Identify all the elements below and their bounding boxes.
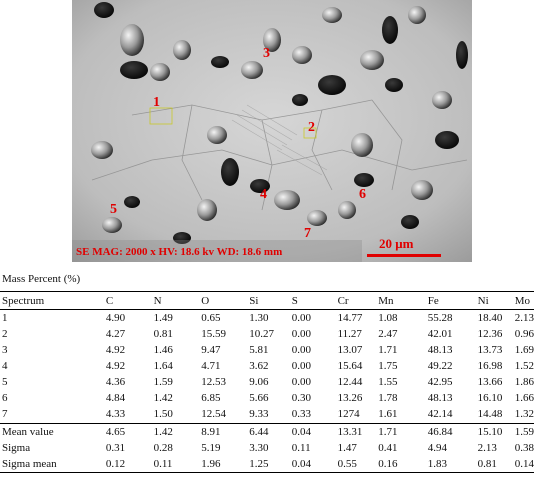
table-cell: 4.36 — [105, 376, 126, 388]
table-cell: 6.44 — [249, 424, 292, 441]
table-cell: 13.66 — [477, 376, 503, 388]
table-cell: 2.47 — [378, 328, 398, 340]
table-cell: 11.27 — [337, 328, 362, 340]
table-row — [0, 342, 534, 358]
table-cell: 4.33 — [105, 408, 126, 420]
table-cell: 3.62 — [249, 360, 269, 372]
marker-7: 7 — [304, 226, 311, 241]
sem-caption: SE MAG: 2000 x HV: 18.6 kv WD: 18.6 mm — [76, 246, 283, 258]
table-cell: 46.84 — [428, 424, 478, 441]
table-cell: 1.47 — [337, 442, 357, 454]
table-cell: 6.85 — [201, 392, 221, 404]
table-row — [0, 406, 534, 424]
table-cell: 12.53 — [201, 376, 226, 388]
column-header-spectrum: Spectrum — [0, 292, 106, 310]
column-header-ni: Ni — [478, 292, 515, 310]
table-cell: 13.73 — [477, 344, 503, 356]
table-cell: 15.59 — [201, 328, 226, 340]
table-cell: 1.59 — [153, 376, 173, 388]
table-cell: 1.32 — [514, 408, 534, 420]
table-cell: 55.28 — [427, 312, 453, 324]
table-cell: 1.25 — [249, 456, 292, 473]
row-label: 3 — [2, 344, 8, 356]
table-cell: 16.98 — [477, 360, 503, 372]
column-header-si: Si — [249, 292, 292, 310]
table-cell: 0.11 — [154, 456, 202, 473]
table-cell: 1274 — [337, 408, 360, 420]
table-cell: 1.64 — [153, 360, 173, 372]
row-label: 6 — [2, 392, 8, 404]
row-label: Sigma — [2, 442, 31, 454]
table-cell: 15.10 — [478, 424, 515, 441]
table-cell: 0.16 — [378, 456, 428, 473]
table-row — [0, 390, 534, 406]
table-cell: 2.13 — [477, 442, 497, 454]
table-cell: 5.19 — [201, 442, 221, 454]
marker-3: 3 — [263, 46, 270, 61]
table-cell: 1.59 — [515, 424, 534, 441]
table-cell: 1.42 — [154, 424, 202, 441]
marker-2: 2 — [308, 120, 315, 135]
table-cell: 1.42 — [153, 392, 173, 404]
table-cell: 13.31 — [338, 424, 379, 441]
table-cell: 0.81 — [153, 328, 173, 340]
table-cell: 1.71 — [378, 424, 428, 441]
table-cell: 1.71 — [378, 344, 398, 356]
column-header-mo: Mo — [515, 292, 534, 310]
table-cell: 1.69 — [514, 344, 534, 356]
table-cell: 14.77 — [337, 312, 363, 324]
table-cell: 1.49 — [153, 312, 173, 324]
table-cell: 0.00 — [291, 376, 312, 388]
table-cell: 10.27 — [249, 328, 275, 340]
table-cell: 4.84 — [105, 392, 126, 404]
table-cell: 1.96 — [201, 456, 249, 473]
marker-1: 1 — [153, 95, 160, 110]
column-header-cr: Cr — [338, 292, 379, 310]
table-cell: 4.90 — [105, 312, 126, 324]
table-cell: 0.31 — [105, 442, 126, 454]
table-cell: 12.44 — [337, 376, 363, 388]
row-label: 2 — [2, 328, 8, 340]
stats-row — [0, 456, 534, 473]
table-row — [0, 310, 534, 327]
table-cell: 42.01 — [427, 328, 453, 340]
table-cell: 4.27 — [105, 328, 126, 340]
table-cell: 0.28 — [153, 442, 173, 454]
table-cell: 12.36 — [477, 328, 503, 340]
column-header-mn: Mn — [378, 292, 428, 310]
table-cell: 8.91 — [201, 424, 249, 441]
table-cell: 0.81 — [478, 456, 515, 473]
table-cell: 9.47 — [201, 344, 221, 356]
table-cell: 1.50 — [153, 408, 173, 420]
table-cell: 0.33 — [291, 408, 312, 420]
table-cell: 18.40 — [477, 312, 503, 324]
table-cell: 14.48 — [477, 408, 503, 420]
table-header-row — [0, 292, 534, 310]
stats-row — [0, 424, 534, 441]
table-cell: 0.00 — [291, 312, 312, 324]
table-cell: 42.14 — [427, 408, 453, 420]
table-cell: 1.83 — [428, 456, 478, 473]
table-cell: 42.95 — [427, 376, 453, 388]
row-label: 4 — [2, 360, 8, 372]
table-cell: 12.54 — [201, 408, 226, 420]
marker-5: 5 — [110, 202, 117, 217]
sem-image — [72, 0, 472, 262]
table-cell: 13.07 — [337, 344, 363, 356]
marker-4: 4 — [260, 187, 267, 202]
table-cell: 9.06 — [249, 376, 269, 388]
table-cell: 0.00 — [291, 360, 312, 372]
column-header-s: S — [292, 292, 338, 310]
column-header-fe: Fe — [428, 292, 478, 310]
table-cell: 0.04 — [292, 456, 338, 473]
row-label: Sigma mean — [0, 456, 106, 473]
table-cell: 48.13 — [427, 392, 453, 404]
scale-bar-label: 20 μm — [379, 236, 414, 251]
table-cell: 4.94 — [427, 442, 448, 454]
table-cell: 1.61 — [378, 408, 398, 420]
row-label: 7 — [2, 408, 8, 420]
table-stats — [0, 424, 534, 473]
sem-micrograph — [72, 0, 472, 262]
table-cell: 4.65 — [106, 424, 154, 441]
table-cell: 0.04 — [292, 424, 338, 441]
table-row — [0, 358, 534, 374]
table-row — [0, 374, 534, 390]
row-label: 1 — [2, 312, 8, 324]
table-cell: 0.00 — [291, 328, 312, 340]
table-cell: 1.08 — [378, 312, 398, 324]
table-cell: 0.55 — [338, 456, 379, 473]
table-cell: 9.33 — [249, 408, 269, 420]
table-cell: 5.81 — [249, 344, 269, 356]
table-cell: 5.66 — [249, 392, 269, 404]
table-cell: 1.75 — [378, 360, 398, 372]
table-cell: 1.66 — [514, 392, 534, 404]
table-cell: 0.38 — [514, 442, 534, 454]
table-cell: 16.10 — [477, 392, 503, 404]
table-cell: 2.13 — [514, 312, 534, 324]
row-label: Mean value — [0, 424, 106, 441]
table-cell: 0.65 — [201, 312, 221, 324]
table-cell: 1.30 — [249, 312, 269, 324]
table-cell: 4.92 — [105, 344, 126, 356]
table-cell: 0.11 — [291, 442, 311, 454]
table-cell: 0.12 — [106, 456, 154, 473]
table-cell: 4.71 — [201, 360, 221, 372]
scale-bar — [367, 254, 441, 257]
table-cell: 0.00 — [291, 344, 312, 356]
table-cell: 0.30 — [291, 392, 312, 404]
table-caption: Mass Percent (%) — [2, 273, 81, 285]
table-cell: 1.86 — [514, 376, 534, 388]
table-cell: 1.52 — [514, 360, 534, 372]
table-cell: 3.30 — [249, 442, 269, 454]
table-cell: 0.96 — [514, 328, 534, 340]
stats-row — [0, 440, 534, 456]
table-cell: 0.41 — [378, 442, 398, 454]
table-cell: 1.46 — [153, 344, 173, 356]
table-cell: 0.14 — [515, 456, 534, 473]
column-header-n: N — [154, 292, 202, 310]
table-cell: 13.26 — [337, 392, 363, 404]
column-header-o: O — [201, 292, 249, 310]
table-cell: 48.13 — [427, 344, 453, 356]
table-cell: 1.55 — [378, 376, 398, 388]
mass-percent-table — [0, 291, 534, 473]
table-cell: 4.92 — [105, 360, 126, 372]
table-body — [0, 310, 534, 424]
marker-6: 6 — [359, 187, 366, 202]
table-cell: 49.22 — [427, 360, 453, 372]
row-label: 5 — [2, 376, 8, 388]
table-cell: 1.78 — [378, 392, 398, 404]
table-row — [0, 326, 534, 342]
column-header-c: C — [106, 292, 154, 310]
table-cell: 15.64 — [337, 360, 363, 372]
